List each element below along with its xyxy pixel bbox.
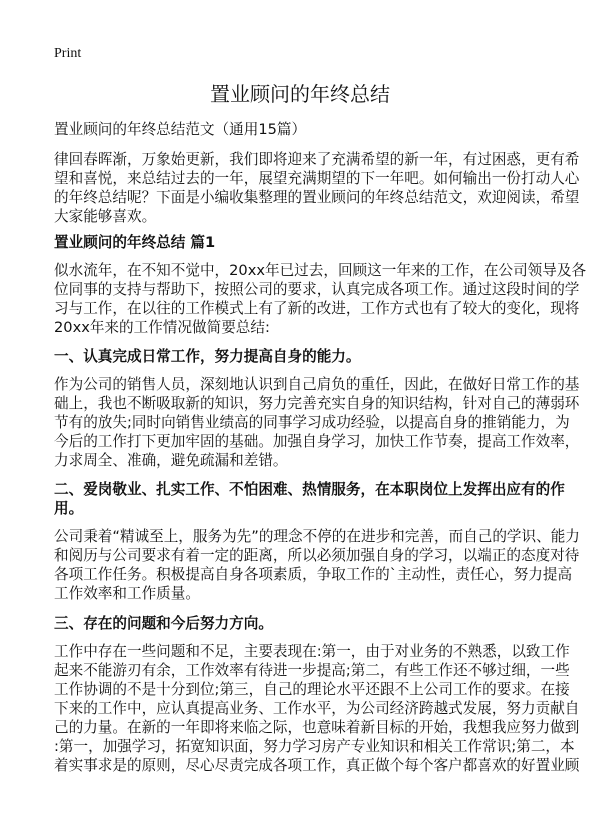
text-line: 和阅历与公司要求有着一定的距离，所以必须加强自身的学习，以端正的态度对待 [54,547,580,564]
document-subtitle: 置业顾问的年终总结范文（通用15篇） [54,121,307,138]
paragraph-4 [54,642,580,775]
text-line: 似水流年，在不知不觉中，20xx年已过去，回顾这一年来的工作，在公司领导及各 [54,262,587,279]
print-link[interactable]: Print [54,46,82,61]
text-line: 下来的工作中，应认真提高业务、工作水平，为公司经济跨越式发展，努力贡献自 [54,700,580,717]
text-line: 用。 [54,500,84,517]
section-title: 置业顾问的年终总结 篇1 [54,234,216,251]
text-line: 起来不能游刃有余，工作效率有待进一步提高;第二，有些工作还不够过细，一些 [54,662,570,679]
text-line: 节有的放失;同时向销售业绩高的同事学习成功经验，以提高自身的推销能力，为 [54,414,570,431]
text-line: 工作效率和工作质量。 [54,585,200,602]
paragraph-3 [54,527,580,603]
text-line: 各项工作任务。积极提高自身各项素质，争取工作的`主动性，责任心，努力提高 [54,566,573,583]
text-line: 工作中存在一些问题和不足，主要表现在:第一，由于对业务的不熟悉，以致工作 [54,643,570,660]
heading-1: 一、认真完成日常工作，努力提高自身的能力。 [54,348,361,365]
text-line: 大家能够喜欢。 [54,208,157,225]
document-title: 置业顾问的年终总结 [210,82,390,106]
text-line: 础上，我也不断吸取新的知识，努力完善充实自身的知识结构，针对自己的薄弱环 [54,395,580,412]
text-line: 位同事的支持与帮助下，按照公司的要求，认真完成各项工作。通过这段时间的学 [54,281,580,298]
text-line: 工作协调的不是十分到位;第三，自己的理论水平还跟不上公司工作的要求。在接 [54,681,570,698]
intro-paragraph [54,150,580,226]
heading-2 [54,480,565,518]
text-line: 己的力量。在新的一年即将来临之际，也意味着新目标的开始，我想我应努力做到 [54,719,580,736]
heading-3: 三、存在的问题和今后努力方向。 [54,615,273,632]
text-line: 的年终总结呢？下面是小编收集整理的置业顾问的年终总结范文，欢迎阅读，希望 [54,189,580,206]
text-line: 二、爱岗敬业、扎实工作、不怕困难、热情服务，在本职岗位上发挥出应有的作 [54,481,565,498]
text-line: 作为公司的销售人员，深刻地认识到自己肩负的重任，因此，在做好日常工作的基 [54,376,580,393]
text-line: 望和喜悦，来总结过去的一年，展望充满期望的下一年吧。如何输出一份打动人心 [54,170,580,187]
text-line: 20xx年来的工作情况做简要总结: [54,319,270,336]
text-line: 今后的工作打下更加牢固的基础。加强自身学习，加快工作节奏，提高工作效率， [54,433,580,450]
text-line: 习与工作，在以往的工作模式上有了新的改进，工作方式也有了较大的变化，现将 [54,300,580,317]
text-line: 律回春晖渐，万象始更新，我们即将迎来了充满希望的新一年，有过困惑，更有希 [54,151,580,168]
paragraph-1 [54,261,587,337]
text-line: 着实事求是的原则，尽心尽责完成各项工作，真正做个每个客户都喜欢的好置业顾 [54,757,580,774]
text-line: 力求周全、准确，避免疏漏和差错。 [54,452,288,469]
text-line: 公司秉着“精诚至上，服务为先”的理念不停的在进步和完善，而自己的学识、能力 [54,528,580,545]
text-line: :第一，加强学习，拓宽知识面，努力学习房产专业知识和相关工作常识;第二，本 [54,738,575,755]
paragraph-2 [54,375,580,470]
